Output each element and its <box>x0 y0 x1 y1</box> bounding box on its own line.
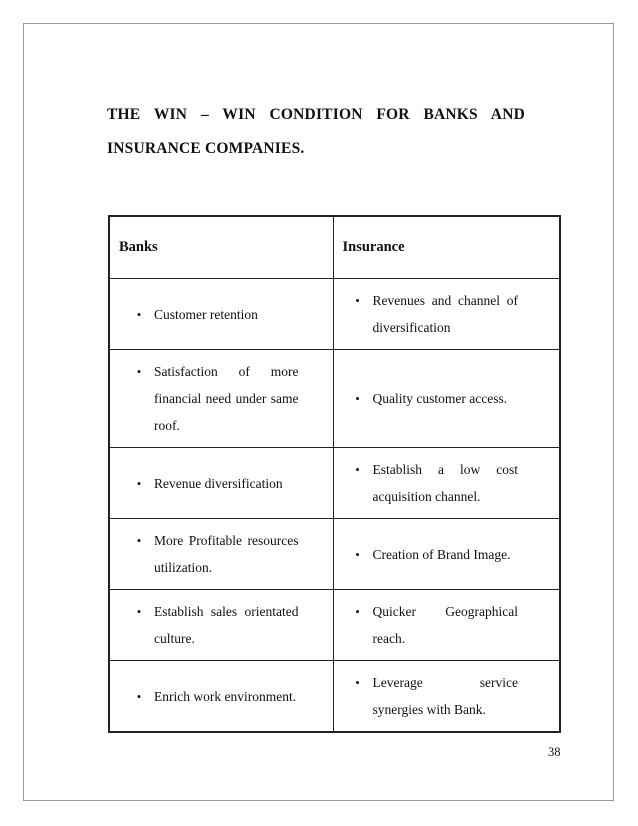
bullet-icon: • <box>355 391 360 406</box>
banks-item: More Profitable resources utilization. <box>154 533 299 575</box>
table-row <box>109 350 560 448</box>
table-row <box>109 661 560 733</box>
banks-item: Revenue diversification <box>154 475 283 491</box>
insurance-item: Leverage service synergies with Bank. <box>372 675 518 717</box>
insurance-cell <box>333 519 560 590</box>
insurance-cell <box>333 590 560 661</box>
insurance-item: Creation of Brand Image. <box>372 546 511 562</box>
insurance-cell <box>333 661 560 733</box>
table-row <box>109 448 560 519</box>
header-insurance: Insurance <box>333 216 560 279</box>
insurance-cell <box>333 448 560 519</box>
banks-item: Customer retention <box>154 306 258 322</box>
header-banks: Banks <box>109 216 333 279</box>
bullet-icon: • <box>136 475 142 491</box>
banks-cell <box>109 279 333 350</box>
win-win-table <box>108 215 561 733</box>
banks-item: Satisfaction of more financial need under same roof. <box>154 364 299 433</box>
banks-cell <box>109 661 333 733</box>
insurance-item: Establish a low cost acquisition channel. <box>372 462 518 504</box>
insurance-item: Revenues and channel of diversification <box>372 293 518 335</box>
banks-cell <box>109 519 333 590</box>
insurance-cell <box>333 350 560 448</box>
bullet-icon: • <box>355 462 360 477</box>
bullet-icon: • <box>136 604 142 619</box>
table-row <box>109 279 560 350</box>
page-number: 38 <box>548 745 561 759</box>
bullet-icon: • <box>136 306 142 322</box>
table-row <box>109 590 560 661</box>
banks-cell <box>109 590 333 661</box>
banks-cell <box>109 448 333 519</box>
table-row <box>109 519 560 590</box>
bullet-icon: • <box>355 546 360 562</box>
insurance-cell <box>333 279 560 350</box>
banks-item: Establish sales orientated culture. <box>154 604 299 646</box>
bullet-icon: • <box>136 688 142 704</box>
insurance-item: Quicker Geographical reach. <box>372 604 518 646</box>
bullet-icon: • <box>136 533 142 548</box>
document-title: THE WIN – WIN CONDITION FOR BANKS AND INSURANCE COMPANIES. <box>107 106 525 157</box>
bullet-icon: • <box>355 293 360 308</box>
insurance-item: Quality customer access. <box>372 391 508 406</box>
table-header-row <box>109 216 560 279</box>
bullet-icon: • <box>355 675 360 690</box>
bullet-icon: • <box>136 364 142 379</box>
banks-cell <box>109 350 333 448</box>
bullet-icon: • <box>355 604 360 619</box>
banks-item: Enrich work environment. <box>154 688 297 704</box>
